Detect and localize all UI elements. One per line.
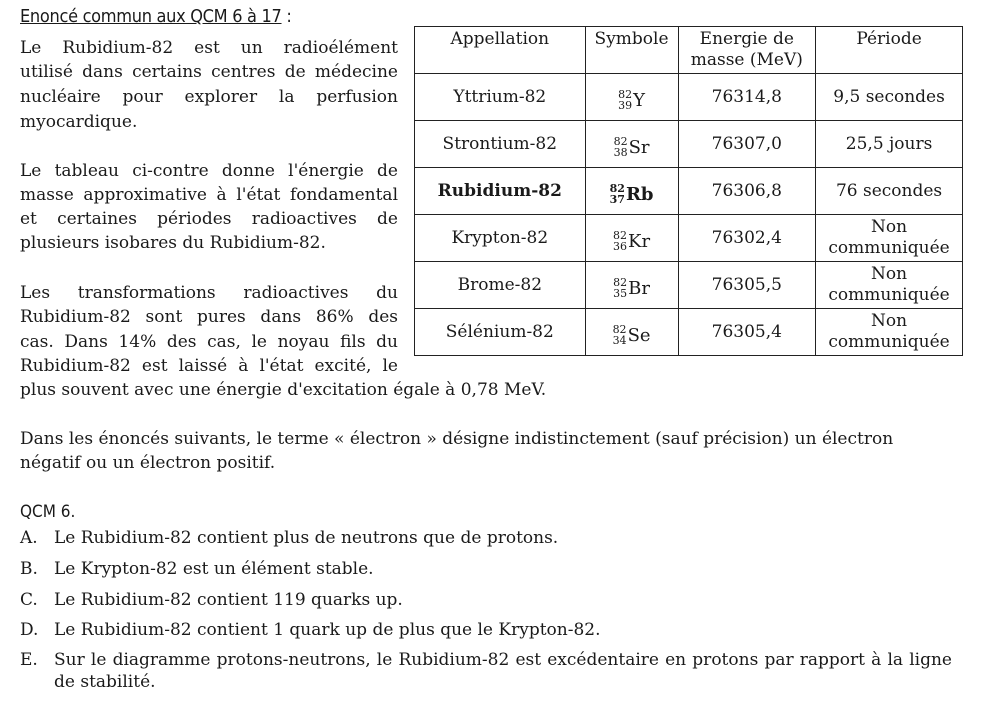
cell-period: 25,5 jours <box>816 121 963 168</box>
element-symbol: Rb <box>625 183 654 205</box>
atomic-number: 38 <box>613 146 628 159</box>
mass-number: 82 <box>613 229 628 242</box>
table-row-highlighted <box>415 168 963 215</box>
intro-line: myocardique. <box>20 112 138 132</box>
table-desc-line: et certaines périodes radioactives de <box>20 209 398 229</box>
qcm-option <box>20 619 601 641</box>
cell-symbol <box>585 262 678 309</box>
atomic-number: 39 <box>618 99 633 112</box>
cell-period: Non communiquée <box>816 215 963 262</box>
mass-number: 82 <box>613 135 628 148</box>
cell-energy: 76307,0 <box>678 121 816 168</box>
qcm-option <box>20 649 952 693</box>
option-letter: B. <box>20 559 38 579</box>
intro-line: utilisé dans certains centres de médecine <box>20 62 398 82</box>
atomic-number: 36 <box>613 240 628 253</box>
table-row <box>415 309 963 356</box>
element-symbol: Sr <box>628 136 650 158</box>
transform-line: Rubidium-82 sont pures dans 86% des <box>20 307 398 327</box>
option-letter: A. <box>20 528 38 548</box>
header-symbole: Symbole <box>585 27 678 74</box>
transform-line: Les transformations radioactives du <box>20 283 398 303</box>
option-letter: E. <box>20 650 38 670</box>
qcm-title: QCM 6. <box>20 502 76 522</box>
table-header-row <box>415 27 963 74</box>
cell-period: 76 secondes <box>816 168 963 215</box>
qcm-option <box>20 527 558 549</box>
heading-suffix: : <box>281 6 292 27</box>
table-desc-line: plusieurs isobares du Rubidium-82. <box>20 233 326 253</box>
isobar-table <box>414 26 963 356</box>
option-text: Le Rubidium-82 contient 1 quark up de plus que le Krypton-82. <box>54 620 601 640</box>
cell-name: Rubidium-82 <box>415 168 586 215</box>
statement-heading <box>20 6 292 27</box>
intro-line: Le Rubidium-82 est un radioélément <box>20 38 398 58</box>
element-symbol: Y <box>633 89 645 111</box>
atomic-number: 37 <box>609 193 625 206</box>
qcm-option <box>20 589 403 611</box>
mass-number: 82 <box>618 88 633 101</box>
cell-symbol <box>585 215 678 262</box>
table-row <box>415 74 963 121</box>
atomic-number: 34 <box>612 334 627 347</box>
cell-symbol <box>585 168 678 215</box>
option-letter: C. <box>20 590 38 610</box>
atomic-number: 35 <box>613 287 628 300</box>
option-text: Le Rubidium-82 contient 119 quarks up. <box>54 590 403 610</box>
cell-symbol <box>585 121 678 168</box>
header-periode: Période <box>816 27 963 74</box>
option-text: Le Rubidium-82 contient plus de neutrons que de protons. <box>54 528 559 548</box>
cell-energy: 76305,5 <box>678 262 816 309</box>
table-row <box>415 121 963 168</box>
cell-period: 9,5 secondes <box>816 74 963 121</box>
table-row <box>415 262 963 309</box>
element-symbol: Kr <box>628 230 651 252</box>
cell-symbol <box>585 74 678 121</box>
qcm-option <box>20 558 374 580</box>
option-letter: D. <box>20 620 39 640</box>
cell-energy: 76314,8 <box>678 74 816 121</box>
mass-number: 82 <box>613 276 628 289</box>
transform-line: plus souvent avec une énergie d'excitation égale à 0,78 MeV. <box>20 380 547 400</box>
cell-name: Strontium-82 <box>415 121 586 168</box>
cell-name: Sélénium-82 <box>415 309 586 356</box>
cell-energy: 76302,4 <box>678 215 816 262</box>
table-desc-line: Le tableau ci-contre donne l'énergie de <box>20 161 398 181</box>
cell-name: Krypton-82 <box>415 215 586 262</box>
cell-energy: 76305,4 <box>678 309 816 356</box>
table-row <box>415 215 963 262</box>
electron-note-line: Dans les énoncés suivants, le terme « électron » désigne indistinctement (sauf précision) un électron <box>20 429 894 449</box>
element-symbol: Se <box>627 324 651 346</box>
electron-note-line: négatif ou un électron positif. <box>20 453 276 473</box>
header-appellation: Appellation <box>415 27 586 74</box>
option-text: Le Krypton-82 est un élément stable. <box>54 559 374 579</box>
cell-period: Non communiquée <box>816 309 963 356</box>
heading-text: Enoncé commun aux QCM 6 à 17 <box>20 6 282 27</box>
transform-line: Rubidium-82 est laissé à l'état excité, le <box>20 356 398 376</box>
mass-number: 82 <box>612 323 627 336</box>
cell-energy: 76306,8 <box>678 168 816 215</box>
cell-symbol <box>585 309 678 356</box>
intro-line: nucléaire pour explorer la perfusion <box>20 87 398 107</box>
cell-name: Yttrium-82 <box>415 74 586 121</box>
cell-period: Non communiquée <box>816 262 963 309</box>
transform-line: cas. Dans 14% des cas, le noyau fils du <box>20 332 398 352</box>
cell-name: Brome-82 <box>415 262 586 309</box>
element-symbol: Br <box>628 277 650 299</box>
table-desc-line: masse approximative à l'état fondamental <box>20 185 398 205</box>
mass-number: 82 <box>609 182 625 195</box>
header-energie: Energie de masse (MeV) <box>678 27 816 74</box>
option-text: Sur le diagramme protons-neutrons, le Rubidium-82 est excédentaire en protons par rapport à la ligne de stabilité. <box>54 650 952 692</box>
